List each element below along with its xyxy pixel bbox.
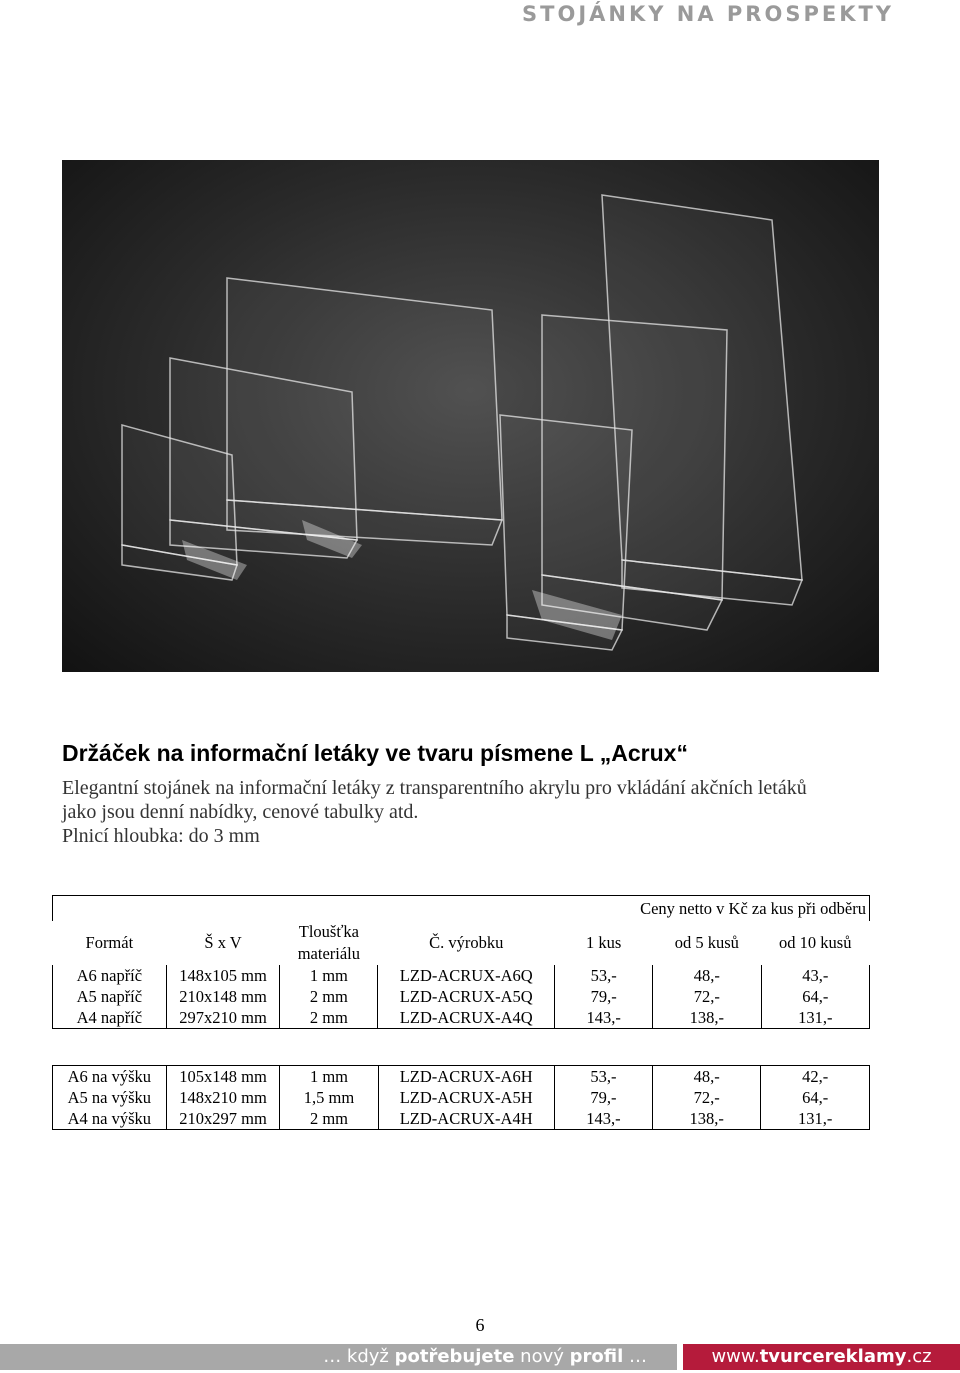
col-thickness-line1: Tloušťka bbox=[298, 922, 359, 941]
cell-price-10: 131,- bbox=[761, 1108, 870, 1130]
slogan-prefix: … když bbox=[323, 1346, 395, 1367]
column-header-row bbox=[53, 921, 870, 965]
price-table-landscape bbox=[52, 895, 870, 1029]
prices-caption-row bbox=[53, 896, 870, 922]
cell-size: 210x297 mm bbox=[166, 1108, 280, 1130]
cell-size: 297x210 mm bbox=[166, 1007, 280, 1029]
cell-thickness: 2 mm bbox=[280, 1007, 378, 1029]
product-photo bbox=[62, 160, 879, 672]
cell-price-5: 72,- bbox=[652, 1087, 761, 1108]
acrylic-holders-illustration bbox=[62, 160, 879, 672]
cell-thickness: 2 mm bbox=[280, 986, 378, 1007]
slogan-middle: nový bbox=[514, 1346, 570, 1367]
cell-code: LZD-ACRUX-A4Q bbox=[378, 1007, 555, 1029]
cell-price-1: 53,- bbox=[555, 965, 653, 986]
cell-price-5: 138,- bbox=[652, 1108, 761, 1130]
cell-code: LZD-ACRUX-A5H bbox=[378, 1087, 554, 1108]
price-table-portrait bbox=[52, 1065, 870, 1130]
cell-thickness: 2 mm bbox=[280, 1108, 378, 1130]
url-bold: tvurcereklamy bbox=[759, 1346, 907, 1367]
cell-code: LZD-ACRUX-A6Q bbox=[378, 965, 555, 986]
cell-price-1: 143,- bbox=[555, 1007, 653, 1029]
table-row bbox=[53, 986, 870, 1007]
cell-thickness: 1 mm bbox=[280, 965, 378, 986]
cell-price-10: 64,- bbox=[761, 986, 869, 1007]
product-description bbox=[62, 776, 892, 848]
table-row bbox=[53, 1108, 870, 1130]
cell-format: A4 napříč bbox=[53, 1007, 167, 1029]
col-price-1: 1 kus bbox=[585, 933, 622, 952]
cell-price-1: 143,- bbox=[554, 1108, 652, 1130]
cell-code: LZD-ACRUX-A5Q bbox=[378, 986, 555, 1007]
footer-url-link[interactable] bbox=[683, 1344, 960, 1370]
cell-size: 105x148 mm bbox=[166, 1066, 280, 1088]
description-line: Plnicí hloubka: do 3 mm bbox=[62, 825, 260, 847]
cell-thickness: 1 mm bbox=[280, 1066, 378, 1088]
cell-code: LZD-ACRUX-A6H bbox=[378, 1066, 554, 1088]
slogan-suffix: … bbox=[623, 1346, 647, 1367]
cell-thickness: 1,5 mm bbox=[280, 1087, 378, 1108]
cell-price-5: 48,- bbox=[653, 965, 761, 986]
cell-price-5: 138,- bbox=[653, 1007, 761, 1029]
table-row bbox=[53, 1007, 870, 1029]
table-row bbox=[53, 965, 870, 986]
cell-price-1: 79,- bbox=[554, 1087, 652, 1108]
col-thickness bbox=[280, 921, 378, 965]
table-row bbox=[53, 1066, 870, 1088]
cell-format: A6 napříč bbox=[53, 965, 167, 986]
page-header-title: STOJÁNKY NA PROSPEKTY bbox=[522, 2, 894, 26]
cell-size: 210x148 mm bbox=[166, 986, 280, 1007]
cell-price-10: 43,- bbox=[761, 965, 869, 986]
cell-format: A5 napříč bbox=[53, 986, 167, 1007]
page-number: 6 bbox=[475, 1315, 485, 1335]
url-suffix: .cz bbox=[906, 1346, 932, 1367]
cell-size: 148x210 mm bbox=[166, 1087, 280, 1108]
cell-price-1: 53,- bbox=[554, 1066, 652, 1088]
product-title: Držáček na informační letáky ve tvaru písmene L „Acrux“ bbox=[62, 740, 688, 766]
col-format: Formát bbox=[85, 933, 134, 952]
description-line: jako jsou denní nabídky, cenové tabulky atd. bbox=[62, 801, 419, 823]
table-row bbox=[53, 1087, 870, 1108]
cell-format: A6 na výšku bbox=[53, 1066, 167, 1088]
cell-format: A4 na výšku bbox=[53, 1108, 167, 1130]
url-prefix: www. bbox=[711, 1346, 760, 1367]
footer-slogan bbox=[0, 1344, 677, 1370]
description-line: Elegantní stojánek na informační letáky z transparentního akrylu pro vkládání akčních letáků bbox=[62, 777, 807, 799]
col-product-code: Č. výrobku bbox=[429, 933, 504, 952]
slogan-bold: potřebujete bbox=[394, 1346, 515, 1367]
cell-code: LZD-ACRUX-A4H bbox=[378, 1108, 554, 1130]
cell-price-10: 42,- bbox=[761, 1066, 870, 1088]
cell-price-10: 131,- bbox=[761, 1007, 869, 1029]
col-size: Š x V bbox=[204, 933, 242, 952]
cell-price-5: 48,- bbox=[652, 1066, 761, 1088]
slogan-bold-2: profil bbox=[569, 1346, 624, 1367]
cell-price-5: 72,- bbox=[653, 986, 761, 1007]
cell-size: 148x105 mm bbox=[166, 965, 280, 986]
prices-caption: Ceny netto v Kč za kus při odběru bbox=[53, 896, 870, 922]
col-price-10: od 10 kusů bbox=[779, 933, 852, 952]
col-price-5: od 5 kusů bbox=[674, 933, 739, 952]
cell-price-1: 79,- bbox=[555, 986, 653, 1007]
cell-format: A5 na výšku bbox=[53, 1087, 167, 1108]
col-thickness-line2: materiálu bbox=[297, 944, 361, 963]
cell-price-10: 64,- bbox=[761, 1087, 870, 1108]
